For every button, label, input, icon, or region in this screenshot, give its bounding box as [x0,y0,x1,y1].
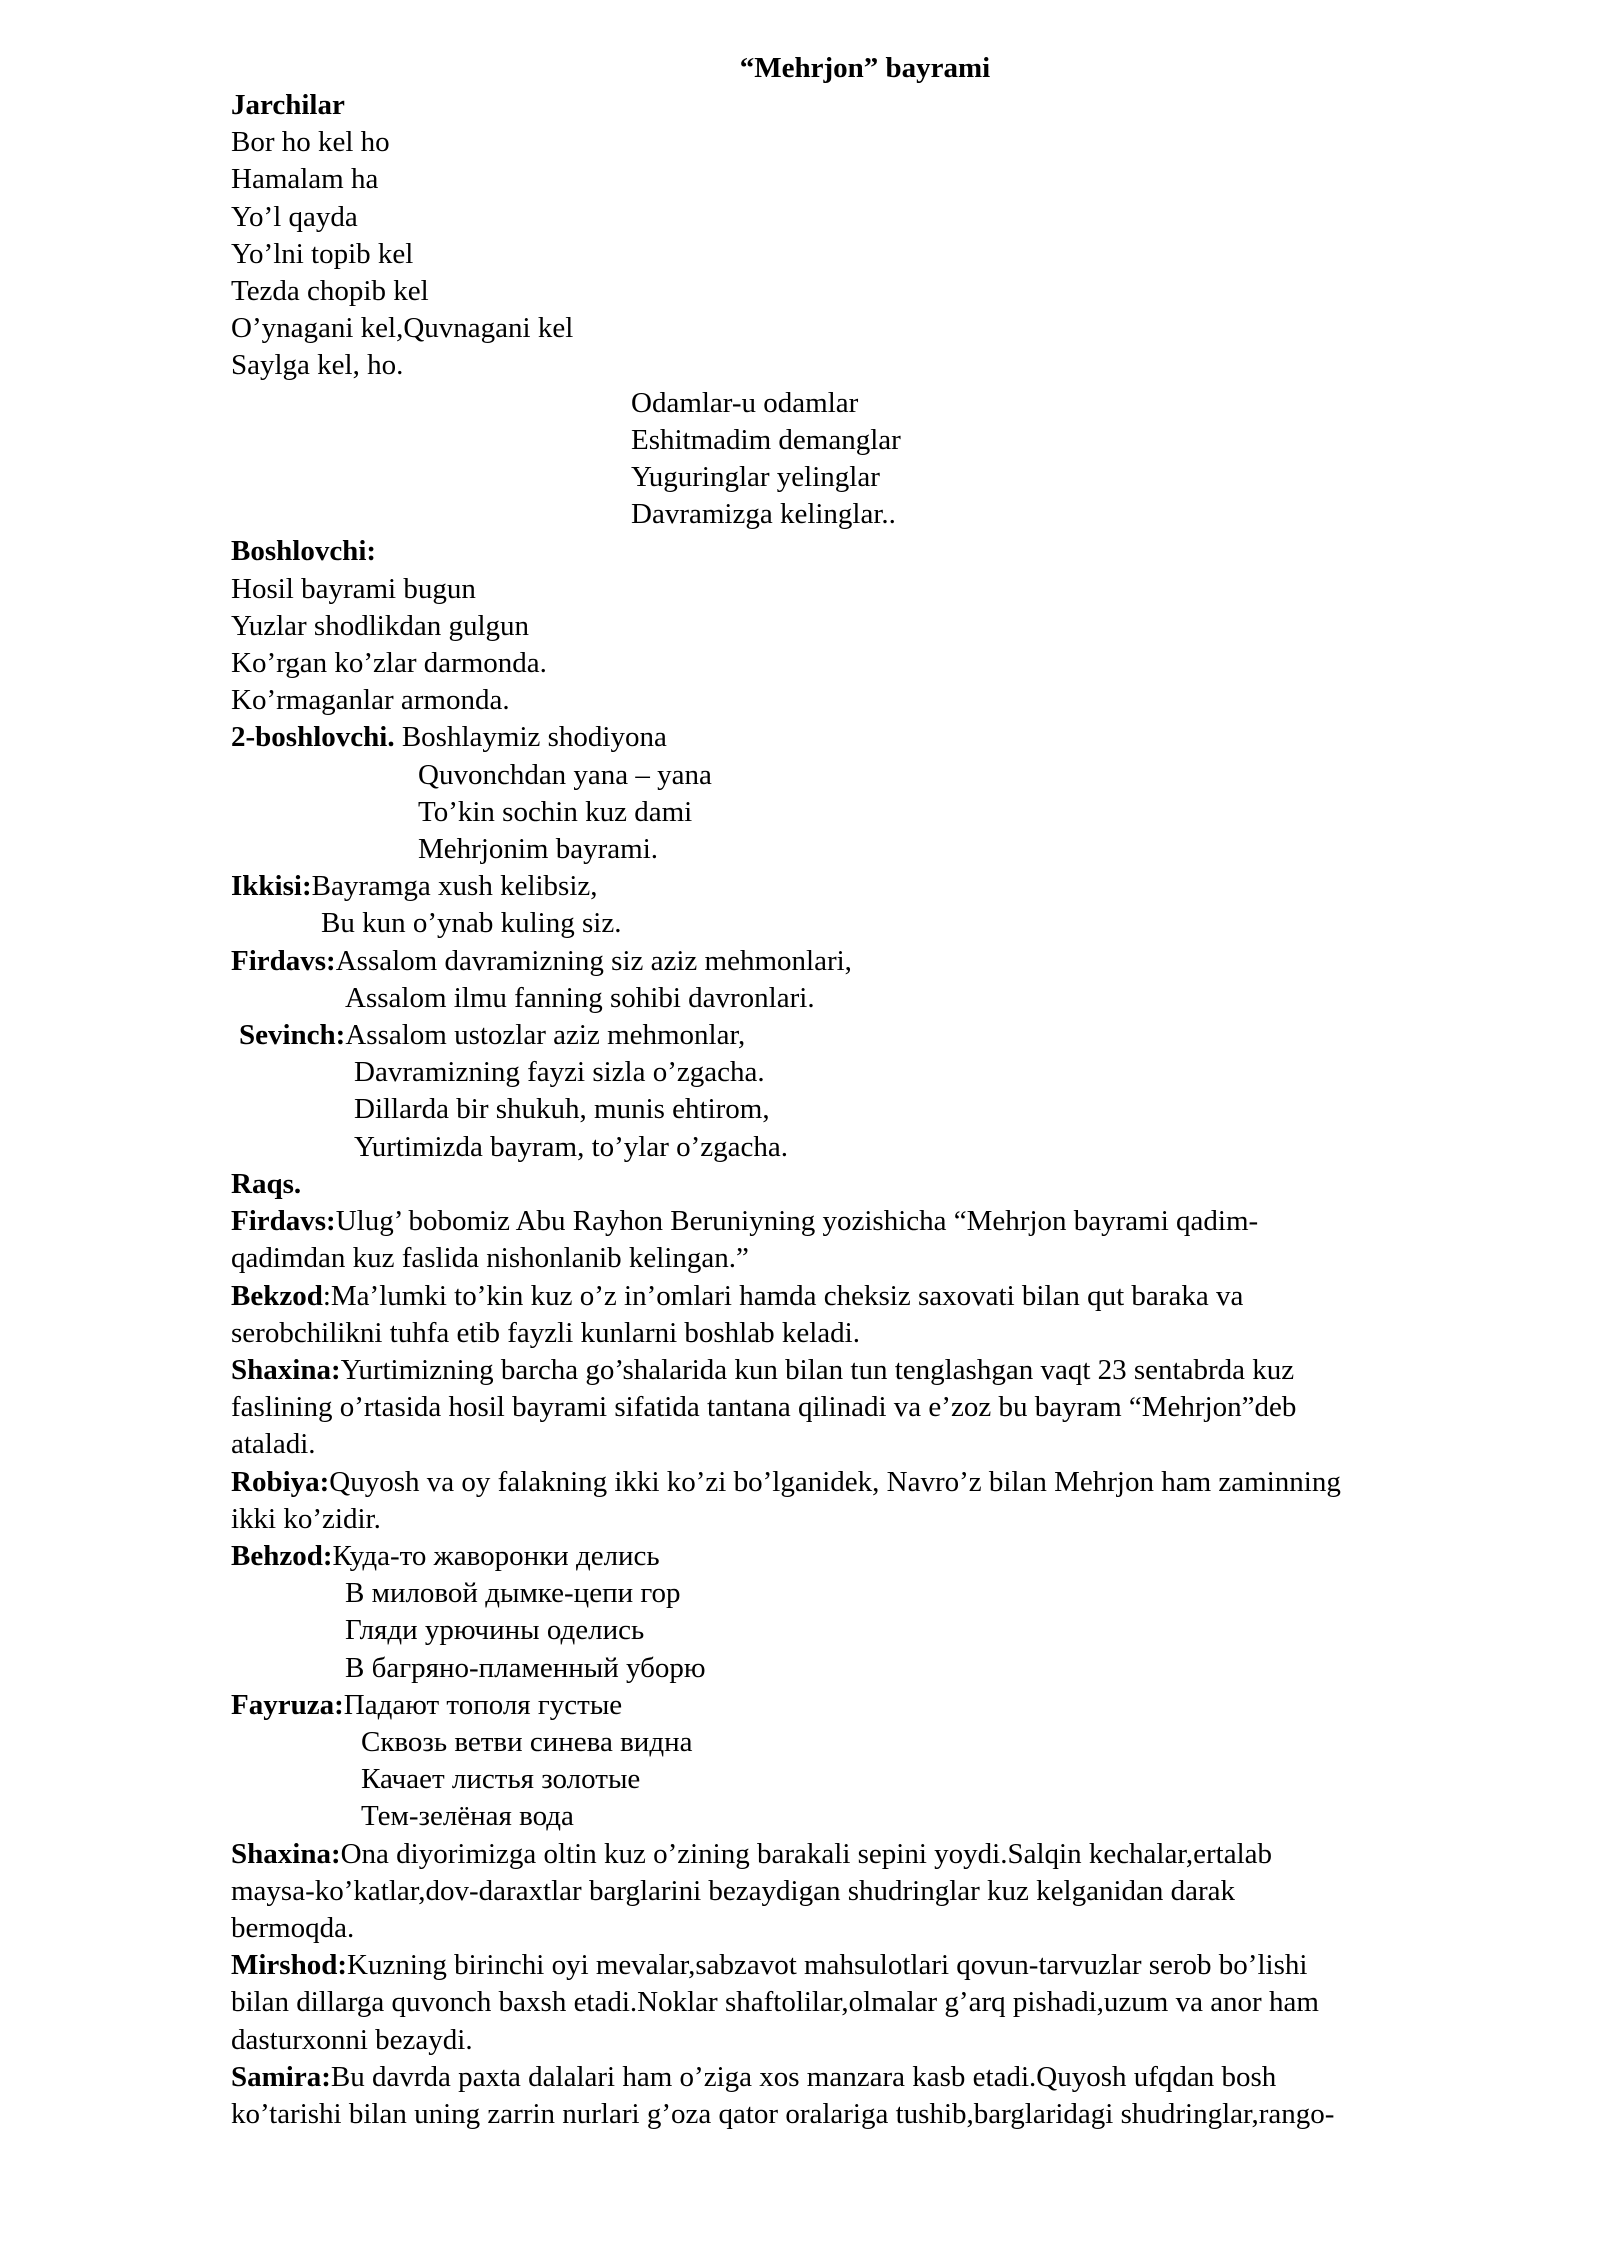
verse-text: Куда-то жаворонки делись [332,1539,660,1572]
prose-text: Yurtimizning barcha go’shalarida kun bilan tun tenglashgan vaqt 23 sentabrda kuz [340,1353,1295,1386]
prose-line: qadimdan kuz faslida nishonlanib kelingan.” [231,1242,749,1275]
verse-line: Bu kun o’ynab kuling siz. [321,907,622,940]
speaker-boshlovchi: Boshlovchi: [231,535,377,568]
dialogue-line [231,943,1481,980]
verse-line: Сквозь ветви синева видна [361,1725,693,1758]
dialogue-line [231,2059,1481,2096]
verse-line: Quvonchdan yana – yana [418,758,712,791]
dialogue-line [231,1017,1481,1054]
dialogue-line [231,1947,1481,1984]
verse-line: Ko’rgan ko’zlar darmonda. [231,647,547,680]
speaker-samira: Samira: [231,2060,331,2093]
verse-line: Eshitmadim demanglar [631,423,901,456]
document-body [231,87,1481,2133]
speaker-mirshod: Mirshod: [231,1949,347,1982]
verse-line: O’ynagani kel,Quvnagani kel [231,312,574,345]
verse-line: Bor ho kel ho [231,126,390,159]
speaker-2-boshlovchi: 2-boshlovchi. [231,721,395,754]
prose-text: Ulug’ bobomiz Abu Rayhon Beruniyning yozishicha “Mehrjon bayrami qadim- [335,1205,1259,1238]
verse-line: Davramizga kelinglar.. [631,498,896,531]
speaker-sevinch: Sevinch: [239,1019,346,1052]
prose-line: bermoqda. [231,1911,355,1944]
verse-line: Yuguringlar yelinglar [631,461,880,494]
verse-line: Dillarda bir shukuh, munis ehtirom, [354,1093,770,1126]
dialogue-line [231,719,1481,756]
prose-text: Kuzning birinchi oyi mevalar,sabzavot mahsulotlari qovun-tarvuzlar serob bo’lishi [347,1949,1308,1982]
dialogue-line [231,1538,1481,1575]
verse-line: Yo’l qayda [231,200,358,233]
verse-text: Assalom ustozlar aziz mehmonlar, [345,1019,746,1052]
prose-line: serobchilikni tuhfa etib fayzli kunlarni boshlab keladi. [231,1316,860,1349]
speaker-ikkisi: Ikkisi: [231,870,312,903]
speaker-shaxina: Shaxina: [231,1837,341,1870]
verse-line: Yo’lni topib kel [231,237,414,270]
verse-line: Davramizning fayzi sizla o’zgacha. [354,1056,765,1089]
verse-line: Качает листья золотые [361,1763,641,1796]
speaker-fayruza: Fayruza: [231,1688,344,1721]
document-title: “Mehrjon” bayrami [739,52,991,84]
verse-text: Bayramga xush kelibsiz, [311,870,598,903]
prose-line: maysa-ko’katlar,dov-daraxtlar barglarini bezaydigan shudringlar kuz kelganidan darak [231,1874,1236,1907]
prose-line: faslining o’rtasida hosil bayrami sifatida tantana qilinadi va e’zoz bu bayram “Mehrjon”deb [231,1391,1297,1424]
prose-text: :Ma’lumki to’kin kuz o’z in’omlari hamda cheksiz saxovati bilan qut baraka va [322,1279,1244,1312]
prose-line: ikki ko’zidir. [231,1502,381,1535]
speaker-robiya: Robiya: [231,1465,330,1498]
verse-text: Boshlaymiz shodiyona [394,721,667,754]
dialogue-line [231,1836,1481,1873]
verse-line: Odamlar-u odamlar [631,386,859,419]
verse-line: Yuzlar shodlikdan gulgun [231,609,530,642]
verse-line: Тем-зелёная вода [361,1800,574,1833]
verse-line: Гляди урючины оделись [345,1614,645,1647]
prose-text: Ona diyorimizga oltin kuz o’zining barakali sepini yoydi.Salqin kechalar,ertalab [340,1837,1272,1870]
dialogue-line [231,1352,1481,1389]
prose-line: bilan dillarga quvonch baxsh etadi.Noklar shaftolilar,olmalar g’arq pishadi,uzum va anor ham [231,1986,1319,2019]
prose-line: dasturxonni bezaydi. [231,2023,473,2056]
dialogue-line [231,1203,1481,1240]
dialogue-line [231,1464,1481,1501]
speaker-bekzod: Bekzod [231,1279,323,1312]
verse-line: Hosil bayrami bugun [231,572,476,605]
speaker-firdavs: Firdavs: [231,944,336,977]
dialogue-line [231,1687,1481,1724]
verse-line: Mehrjonim bayrami. [418,833,659,866]
verse-line: Hamalam ha [231,163,379,196]
speaker-firdavs: Firdavs: [231,1205,336,1238]
prose-text: Quyosh va oy falakning ikki ko’zi bo’lganidek, Navro’z bilan Mehrjon ham zaminning [329,1465,1341,1498]
verse-line: To’kin sochin kuz dami [418,795,693,828]
verse-line: Tezda chopib kel [231,275,429,308]
dialogue-line [231,868,1481,905]
speaker-jarchilar: Jarchilar [231,89,345,121]
speaker-shaxina: Shaxina: [231,1353,341,1386]
verse-line: Saylga kel, ho. [231,349,404,382]
verse-line: Assalom ilmu fanning sohibi davronlari. [345,981,815,1014]
prose-line: ataladi. [231,1428,316,1461]
prose-text: Bu davrda paxta dalalari ham o’ziga xos manzara kasb etadi.Quyosh ufqdan bosh [330,2060,1277,2093]
stage-direction-raqs: Raqs. [231,1167,302,1200]
verse-line: В миловой дымке-цепи гор [345,1577,681,1610]
prose-line: ko’tarishi bilan uning zarrin nurlari g’oza qator oralariga tushib,barglaridagi shudringlar,rango- [231,2097,1335,2130]
verse-text: Assalom davramizning siz aziz mehmonlari, [335,944,852,977]
verse-line: Yurtimizda bayram, to’ylar o’zgacha. [354,1130,789,1163]
verse-line: В багряно-пламенный уборю [345,1651,706,1684]
verse-text: Падают тополя густые [343,1688,623,1721]
speaker-behzod: Behzod: [231,1539,333,1572]
dialogue-line [231,1278,1481,1315]
verse-line: Ko’rmaganlar armonda. [231,684,510,717]
